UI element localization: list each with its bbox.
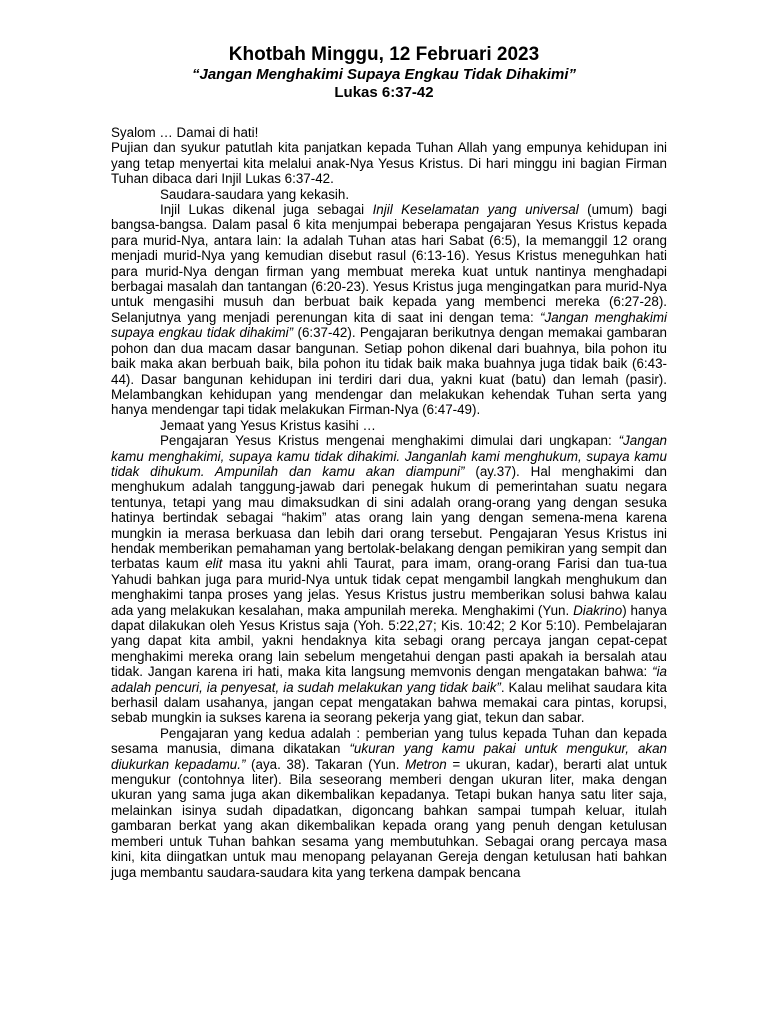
text-run: ) hanya dapat dilakukan oleh Yesus Kristus saja (Yoh. 5:22,27; Kis. 10:42; 2 Kor 5:10). Pembelajaran yang dapat kita ambil, yakni hendaknya kita sebagi orang percaya jangan cepat-cepat menghakimi mereka orang lain sebelum mengetahui dengan pasti apakah ia bersalah atau tidak. Jangan karena iri hati, maka kita langsung memvonis dengan mengatakan bahwa: [111,602,667,680]
address-text: Jemaat yang Yesus Kristus kasihi … [160,417,376,433]
sermon-header [0,44,768,102]
salutation-text: Saudara-saudara yang kekasih. [160,186,350,202]
accusation-quote: “ia adalah pencuri, ia penyesat, ia sudah melakukan yang tidak baik” [111,664,667,695]
text-run: (ay.37). Hal menghakimi dan menghukum adalah tanggung-jawab dari penegak hukum di pemerintahan suatu negara tentunya, tetapi yang mau dimaksudkan di sini adalah orang-orang yang dengan sesuka hatinya bertindak sebagai “hakim” atas orang lain yang dengan semena-mena karena mungkin ia merasa berkuasa dan lebih dari orang tersebut. Pengajaran Yesus Kristus ini hendak memberikan pemahaman yang bertolak-belakang dengan pemikiran yang sempit dan terbatas kaum [111,463,667,572]
second-teaching-paragraph [111,726,667,880]
text-run: (aya. 38). Takaran (Yun. [245,756,406,772]
text-run: (6:37-42). Pengajaran berikutnya dengan memakai gambaran pohon dan dua macam dasar bangunan. Setiap pohon dikenal dari buahnya, bila pohon itu baik maka akan berbuah baik, bila pohon itu tidak baik maka buahnya juga tidak baik (6:43-44). Dasar bangunan kehidupan ini terdiri dari dua, yakni kuat (batu) dan lemah (pasir). Melambangkan kehidupan yang mendengar dan melakukan kehendak Tuhan serta yang hanya mendengar tapi tidak melakukan Firman-Nya (6:47-49). [111,325,667,418]
text-run: (umum) bagi bangsa-bangsa. Dalam pasal 6 kita menjumpai beberapa pengajaran Yesus Kristus kepada para murid-Nya, antara lain: Ia adalah Tuhan atas hari Sabat (6:5), Ia memanggil 12 orang menjadi murid-Nya yang kemudian disebut rasul (6:13-16). Yesus Kristus meneguhkan hati para murid-Nya dengan firman yang membuat mereka kuat untuk nantinya menghadapi berbagai masalah dan tantangan (6:20-23). Yesus Kristus juga mengingatkan para murid-Nya untuk mengasihi musuh dan berbuat baik kepada yang membenci mereka (6:27-28). Selanjutnya yang menjadi perenungan kita di saat ini dengan tema: [111,202,667,325]
emphasis-text: Injil Keselamatan yang universal [372,202,579,218]
greek-term: Diakrino [573,602,623,618]
text-run: Injil Lukas dikenal juga sebagai [160,202,373,218]
text-run: Pengajaran yang kedua adalah : pemberian yang tulus kepada Tuhan dan kepada sesama manusia, dimana dikatakan [111,725,667,757]
first-teaching-paragraph [111,433,667,726]
address-paragraph [111,418,667,433]
sermon-theme: “Jangan Menghakimi Supaya Engkau Tidak Dihakimi” [192,66,576,83]
theme-quote: “Jangan menghakimi supaya engkau tidak dihakimi” [111,309,667,341]
scripture-quote: “ukuran yang kamu pakai untuk mengukur, akan diukurkan kepadamu.” [111,741,667,772]
sermon-title: Khotbah Minggu, 12 Februari 2023 [228,44,540,65]
text-run: . Kalau melihat saudara kita berhasil dalam usahanya, jangan cepat mengatakan bahwa memakai cara pintas, korupsi, sebab mungkin ia sukses karena ia seorang pekerja yang giat, tekun dan sabar. [111,679,667,726]
text-run: Pengajaran Yesus Kristus mengenai menghakimi dimulai dari ungkapan: [160,433,619,449]
text-run: = ukuran, kadar), berarti alat untuk mengukur (contohnya liter). Bila seseorang memberi dengan ukuran liter, maka dengan ukuran yang sama juga akan dikembalikan kepadanya. Tetapi bukan hanya satu liter saja, melainkan isinya sudah dipadatkan, digoncang bahkan sampai tumpah keluar, itulah gambaran berkat yang akan dikembalikan kepada orang yang penuh dengan ketulusan memberi untuk Tuhan bahkan sesama yang membutuhkan. Sebagai orang percaya masa kini, kita diingatkan untuk mau menopang pelayanan Gereja dengan ketulusan hati bahkan juga membantu saudara-saudara kita yang terkena dampak bencana [111,756,667,880]
greeting-text: Syalom … Damai di hati! [111,125,259,140]
salutation-paragraph [111,187,667,202]
introduction-paragraph [111,202,667,418]
sermon-body [111,125,667,880]
opening-text: Pujian dan syukur patutlah kita panjatkan kepada Tuhan Allah yang empunya kehidupan ini yang tetap menyertai kita melalui anak-Nya Yesus Kristus. Di hari minggu ini bagian Firman Tuhan dibaca dari Injil Lukas 6:37-42. [111,140,667,187]
greek-term: Metron [405,756,447,772]
text-run: masa itu yakni ahli Taurat, para imam, orang-orang Farisi dan tua-tua Yahudi bahkan juga para murid-Nya untuk tidak cepat mengambil langkah menghukum dan menghakimi tanpa proses yang jelas. Yesus Kristus justru memberikan solusi bahwa kalau ada yang melakukan kesalahan, maka ampunilah mereka. Menghakimi (Yun. [111,556,667,618]
bible-reference: Lukas 6:37-42 [334,84,434,101]
scripture-quote: “Jangan kamu menghakimi, supaya kamu tidak dihakimi. Janganlah kami menghukum, supaya kamu tidak dihukum. Ampunilah dan kamu akan diampuni” [111,433,667,479]
greeting-paragraph [111,125,667,140]
emphasis-text: elit [205,556,223,572]
opening-paragraph [111,140,667,186]
